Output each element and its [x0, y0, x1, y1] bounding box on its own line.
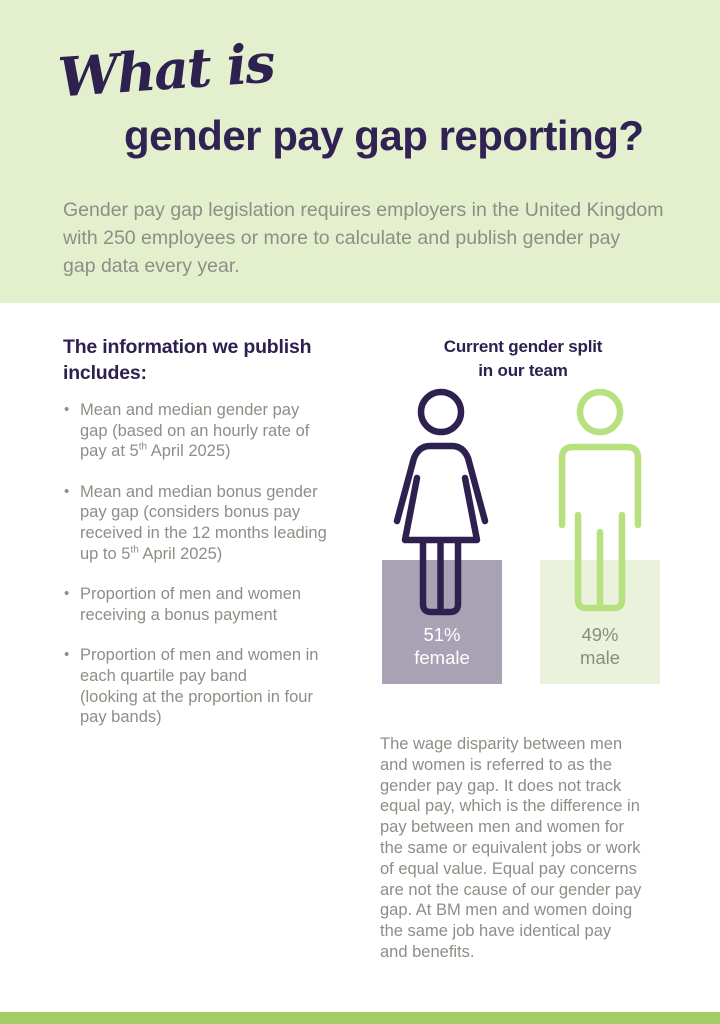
male-icon — [540, 386, 660, 636]
female-percentage: 51% — [423, 624, 461, 645]
explainer-paragraph: The wage disparity between men and women is referred to as the gender pay gap. It does not track equal pay, which is the difference in pay between men and women for the same or equivalent jobs or work of equal value. Equal pay concerns are not the cause of our gender pay gap. At BM men and women doing the same job have identical pay and benefits. — [380, 735, 642, 961]
male-label: male — [579, 647, 621, 668]
list-item: • Proportion of men and women receiving a bonus payment — [63, 584, 373, 625]
hero-header — [0, 0, 720, 303]
script-title: What is — [56, 30, 276, 110]
gender-split-title: Current gender split in our team — [443, 337, 603, 380]
male-percentage: 49% — [581, 624, 619, 645]
list-item: • Mean and median gender pay gap (based on an hourly rate of pay at 5th April 2025) — [63, 400, 373, 462]
list-item: • Mean and median bonus gender pay gap (considers bonus pay received in the 12 months leading up to 5th April 2025) — [63, 482, 373, 564]
female-label: female — [414, 647, 470, 668]
publish-info-list — [63, 400, 373, 748]
female-icon — [383, 386, 503, 636]
footer-bar — [0, 1012, 720, 1024]
page-title: gender pay gap reporting? — [124, 112, 644, 159]
list-item: • Proportion of men and women in each quartile pay band (looking at the proportion in four pay bands) — [63, 645, 373, 727]
intro-paragraph: Gender pay gap legislation requires employers in the United Kingdom with 250 employees or more to calculate and publish gender pay gap data every year. — [63, 199, 664, 277]
info-heading: The information we publish includes: — [63, 336, 312, 384]
